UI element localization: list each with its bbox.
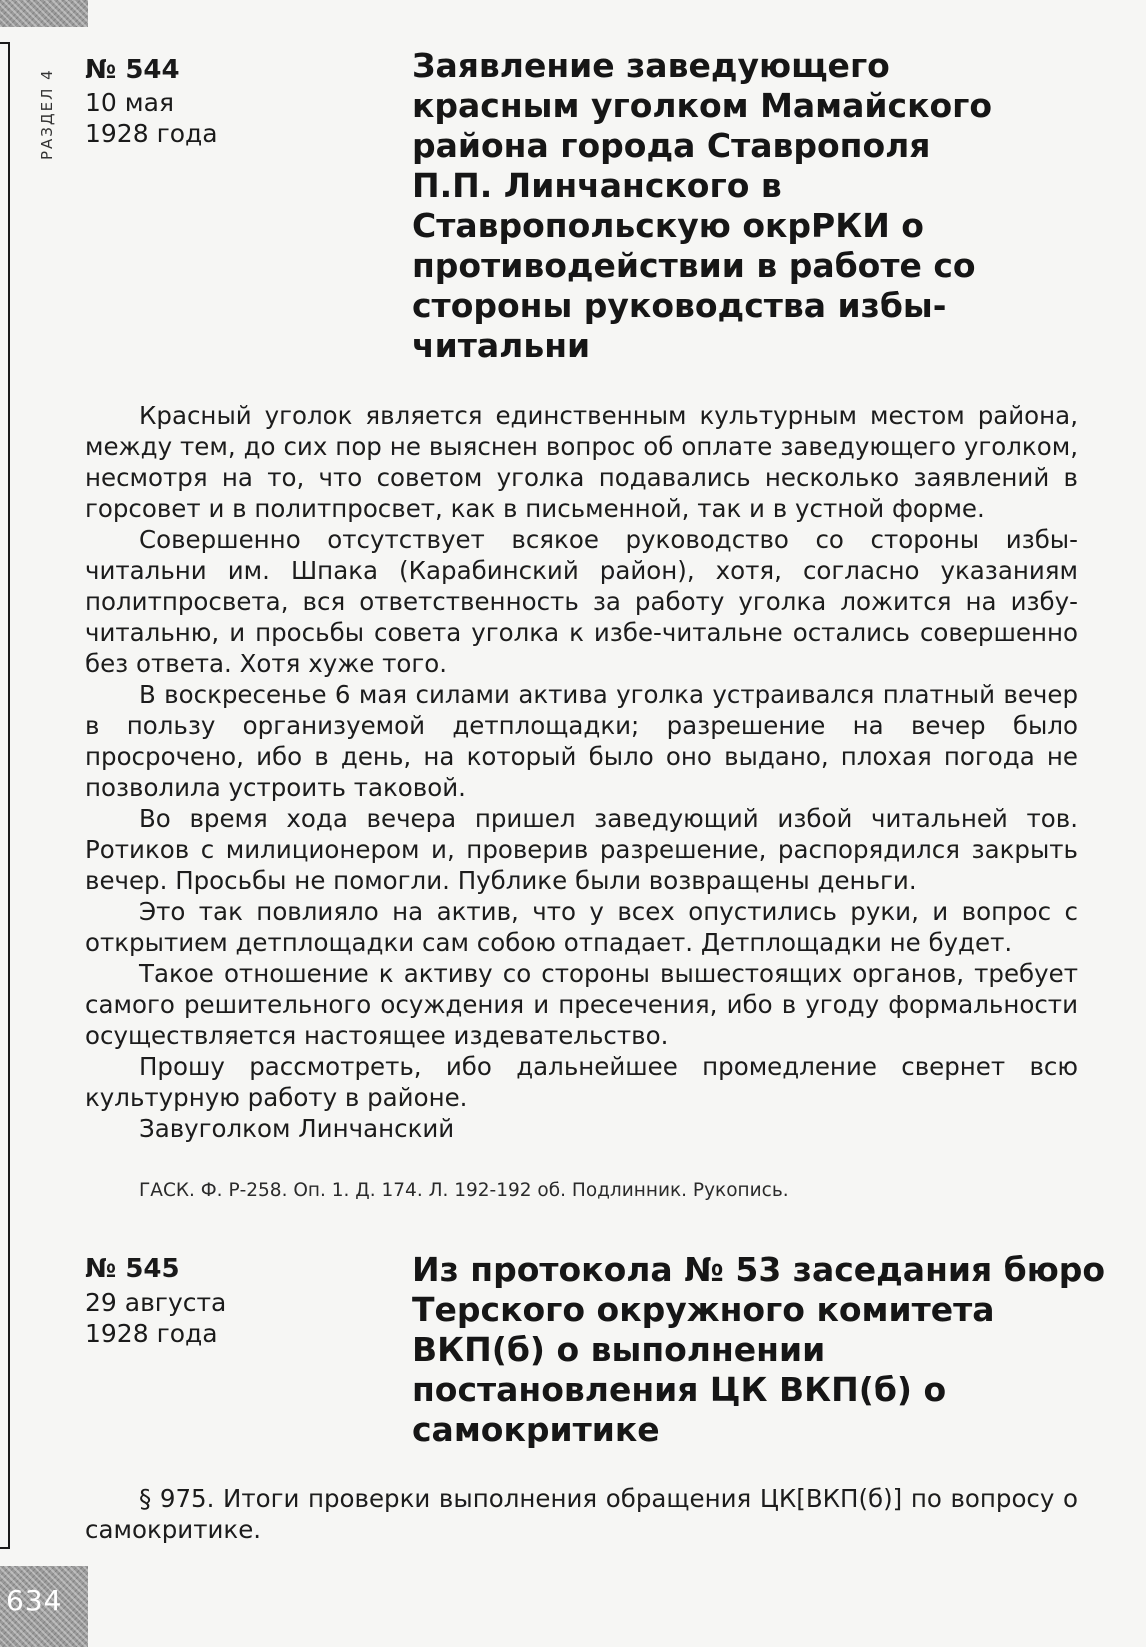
doc-544-paragraph: Красный уголок является единственным культурным местом района, между тем, до сих пор не выяснен вопрос об оплате заведующего уголком, несмотря на то, что советом уголка подавались несколько заявлений в горсовет и в политпросвет, как в письменной, так и в устной форме. xyxy=(85,401,1078,523)
doc-544-title: Заявление заведующего красным уголком Мамайского района города Ставрополя П.П. Линчанского в Ставропольскую окрРКИ о противодействии в работе со стороны руководства избы-читальни xyxy=(412,46,993,365)
doc-544-archive-reference: ГАСК. Ф. Р-258. Оп. 1. Д. 174. Л. 192-192 об. Подлинник. Рукопись. xyxy=(139,1180,789,1201)
doc-544-paragraph: Совершенно отсутствует всякое руководство со стороны избы-читальни им. Шпака (Карабинский район), хотя, согласно указаниям политпросвета, вся ответственность за работу уголка ложится на избу-читальню, и просьбы совета уголка к избе-читальне остались совершенно без ответа. Хотя хуже того. xyxy=(85,525,1078,678)
doc-544-paragraph: Прошу рассмотреть, ибо дальнейшее промедление свернет всю культурную работу в районе. xyxy=(85,1052,1078,1112)
doc-544-body xyxy=(85,400,1078,1144)
left-margin-frame xyxy=(0,42,10,1549)
page-number: 634 xyxy=(6,1584,63,1617)
doc-545-paragraph: § 975. Итоги проверки выполнения обращения ЦК[ВКП(б)] по вопросу о самокритике. xyxy=(85,1484,1078,1544)
doc-544-paragraph: Во время хода вечера пришел заведующий избой читальней тов. Ротиков с милиционером и, проверив разрешение, распорядился закрыть вечер. Просьбы не помогли. Публике были возвращены деньги. xyxy=(85,804,1078,895)
doc-545-number: № 545 xyxy=(85,1254,180,1284)
doc-545-body xyxy=(85,1483,1078,1545)
doc-544-signature: Завуголком Линчанский xyxy=(139,1114,455,1143)
doc-544-date-year: 1928 года xyxy=(85,119,218,148)
doc-544-paragraph: Это так повлияло на актив, что у всех опустились руки, и вопрос с открытием детплощадки сам собою отпадает. Детплощадки не будет. xyxy=(85,897,1078,957)
section-label: РАЗДЕЛ 4 xyxy=(38,68,56,160)
doc-544-paragraph: Такое отношение к активу со стороны вышестоящих органов, требует самого решительного осуждения и пресечения, ибо в угоду формальности осуществляется настоящее издевательство. xyxy=(85,959,1078,1050)
doc-545-date-year: 1928 года xyxy=(85,1319,218,1348)
doc-544-date-day: 10 мая xyxy=(85,88,174,117)
doc-545-title: Из протокола № 53 заседания бюро Терского окружного комитета ВКП(б) о выполнении постановления ЦК ВКП(б) о самокритике xyxy=(412,1250,1106,1449)
doc-545-date-day: 29 августа xyxy=(85,1288,227,1317)
top-corner-hatch xyxy=(0,0,88,27)
doc-544-number: № 544 xyxy=(85,55,180,85)
doc-544-paragraph: В воскресенье 6 мая силами актива уголка устраивался платный вечер в пользу организуемой детплощадки; разрешение на вечер было просрочено, ибо в день, на который было оно выдано, плохая погода не позволила устроить таковой. xyxy=(85,680,1078,802)
